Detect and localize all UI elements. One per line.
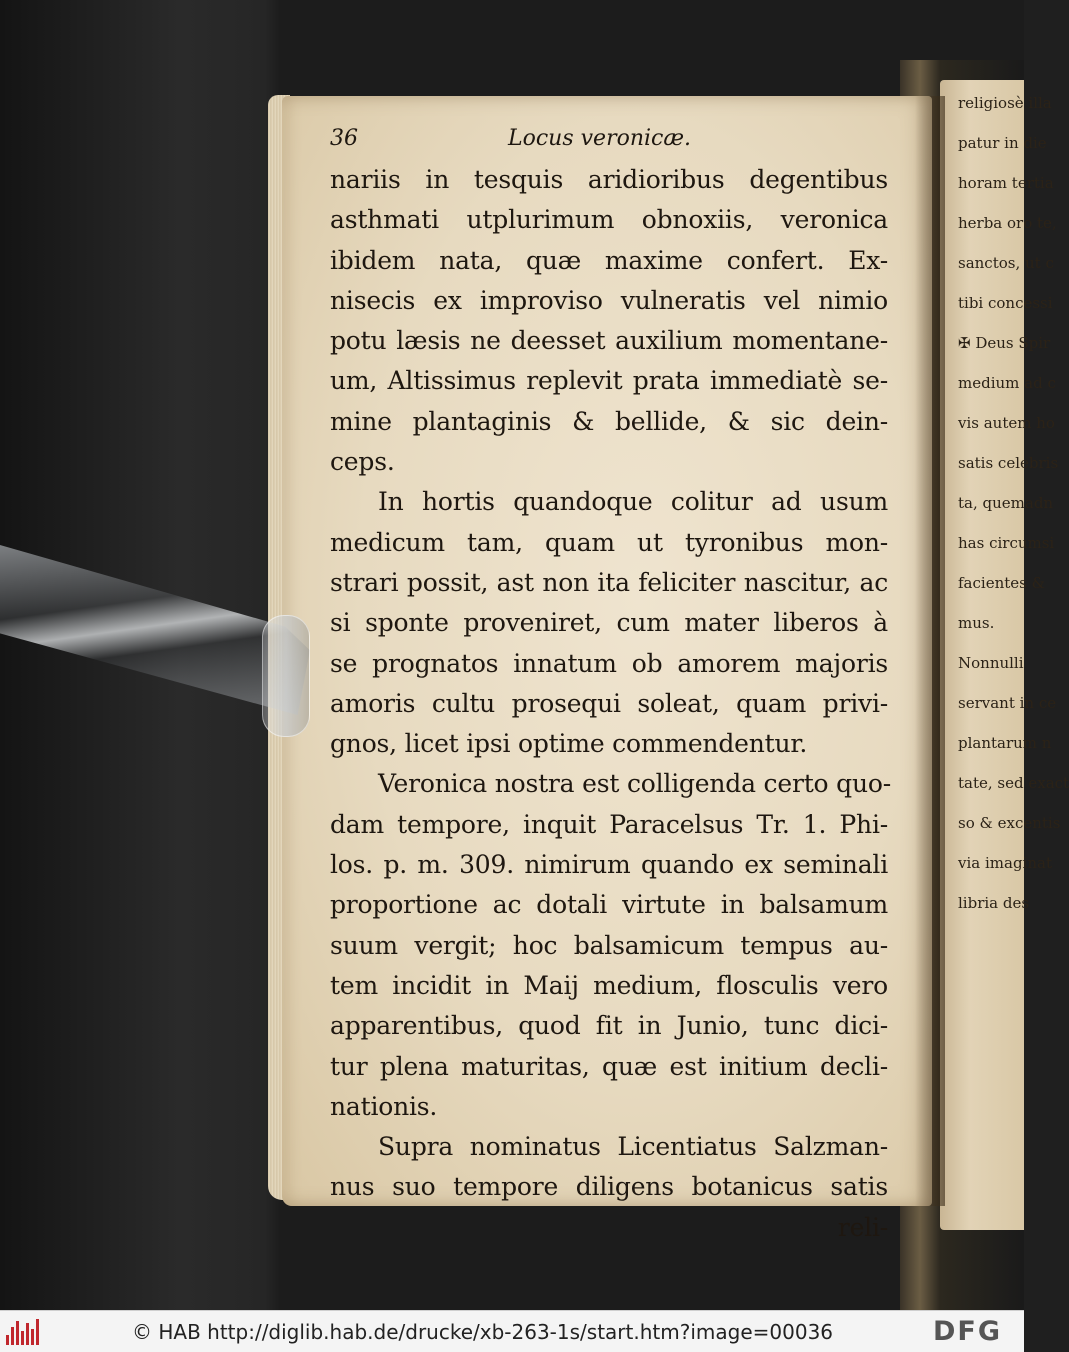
text-line: dam tempore, inquit Paracelsus Tr. 1. Phi- bbox=[330, 809, 888, 839]
text-line: se prognatos innatum ob amorem majoris bbox=[330, 648, 888, 678]
facing-page-line: so & excentis bbox=[958, 814, 1061, 832]
facing-page-line: medium ad c bbox=[958, 374, 1056, 392]
text-line: suum vergit; hoc balsamicum tempus au- bbox=[330, 930, 888, 960]
facing-page-line: patur in die bbox=[958, 134, 1047, 152]
facing-page-line: horam tertia bbox=[958, 174, 1054, 192]
text-line: Supra nominatus Licentiatus Salzman- bbox=[378, 1132, 888, 1162]
text-line: tem incidit in Maij medium, flosculis vero bbox=[330, 970, 888, 1000]
text-line: nisecis ex improviso vulneratis vel nimio bbox=[330, 285, 888, 315]
text-line: medicum tam, quam ut tyronibus mon- bbox=[330, 527, 888, 557]
facing-page-line: sanctos, ut c bbox=[958, 254, 1054, 272]
text-line: nariis in tesquis aridioribus degentibus bbox=[330, 165, 888, 194]
text-line: potu læsis ne deesset auxilium momentane- bbox=[330, 326, 888, 356]
facing-page-line: facientes & bbox=[958, 574, 1045, 592]
facing-page-line: Nonnulli bbox=[958, 654, 1024, 672]
text-lines bbox=[330, 160, 900, 1248]
facing-page-line: vis autem ho bbox=[958, 414, 1055, 432]
text-line: los. p. m. 309. nimirum quando ex seminali bbox=[330, 850, 888, 880]
facing-page-line: plantarum n bbox=[958, 734, 1052, 752]
facing-page-line: herba oro te, bbox=[958, 214, 1057, 232]
facing-page-line: satis celebris bbox=[958, 454, 1059, 472]
text-line: In hortis quandoque colitur ad usum bbox=[378, 487, 888, 517]
glass-weight-tip bbox=[262, 615, 310, 737]
text-line: Veronica nostra est colligenda certo quo- bbox=[378, 769, 891, 799]
facing-page-line: ta, quemadn bbox=[958, 494, 1054, 512]
facing-page-line: tibi concessi bbox=[958, 294, 1053, 312]
text-line: nus suo tempore diligens botanicus satis bbox=[330, 1172, 888, 1202]
text-line: gnos, licet ipsi optime commendentur. bbox=[330, 729, 808, 759]
text-line: nationis. bbox=[330, 1091, 438, 1121]
facing-page bbox=[940, 80, 1069, 1230]
text-line: amoris cultu prosequi soleat, quam privi- bbox=[330, 688, 888, 718]
hab-logo-icon bbox=[6, 1319, 40, 1345]
text-line: strari possit, ast non ita feliciter nascitur, ac bbox=[330, 567, 888, 597]
text-line: ceps. bbox=[330, 447, 395, 477]
facing-page-line: via imaginat bbox=[958, 854, 1052, 872]
text-line: reli- bbox=[837, 1212, 888, 1242]
page-number: 36 bbox=[330, 126, 358, 151]
facing-page-line: libria des bbox=[958, 894, 1030, 912]
text-line: apparentibus, quod fit in Junio, tunc dici- bbox=[330, 1011, 888, 1041]
facing-page-line: servant in ce bbox=[958, 694, 1057, 712]
facing-page-line: has circumsi bbox=[958, 534, 1055, 552]
text-line: proportione ac dotali virtute in balsamum bbox=[330, 890, 888, 920]
text-line: mine plantaginis & bellide, & sic dein- bbox=[330, 406, 888, 436]
facing-page-line: religiosè illa bbox=[958, 94, 1052, 112]
footer-copyright-link[interactable]: © HAB http://diglib.hab.de/drucke/xb-263-1s/start.htm?image=00036 bbox=[132, 1320, 834, 1344]
footer-bar bbox=[0, 1310, 1024, 1352]
facing-page-line: tate, sed exact bbox=[958, 774, 1069, 792]
dfg-logo: DFG bbox=[933, 1316, 1003, 1347]
running-head bbox=[330, 120, 900, 160]
running-head-title: Locus veronicæ. bbox=[508, 126, 692, 151]
facing-page-line: ✠ Deus Spir bbox=[958, 334, 1051, 352]
text-line: asthmati utplurimum obnoxiis, veronica bbox=[330, 205, 888, 235]
page-text bbox=[330, 120, 900, 1248]
facing-page-line: mus. bbox=[958, 614, 995, 632]
page-gutter-shadow bbox=[915, 96, 945, 1206]
text-line: si sponte proveniret, cum mater liberos à bbox=[330, 608, 888, 638]
text-line: tur plena maturitas, quæ est initium decli- bbox=[330, 1051, 888, 1081]
text-line: um, Altissimus replevit prata immediatè se- bbox=[330, 366, 888, 396]
text-line: ibidem nata, quæ maxime confert. Ex- bbox=[330, 245, 888, 275]
